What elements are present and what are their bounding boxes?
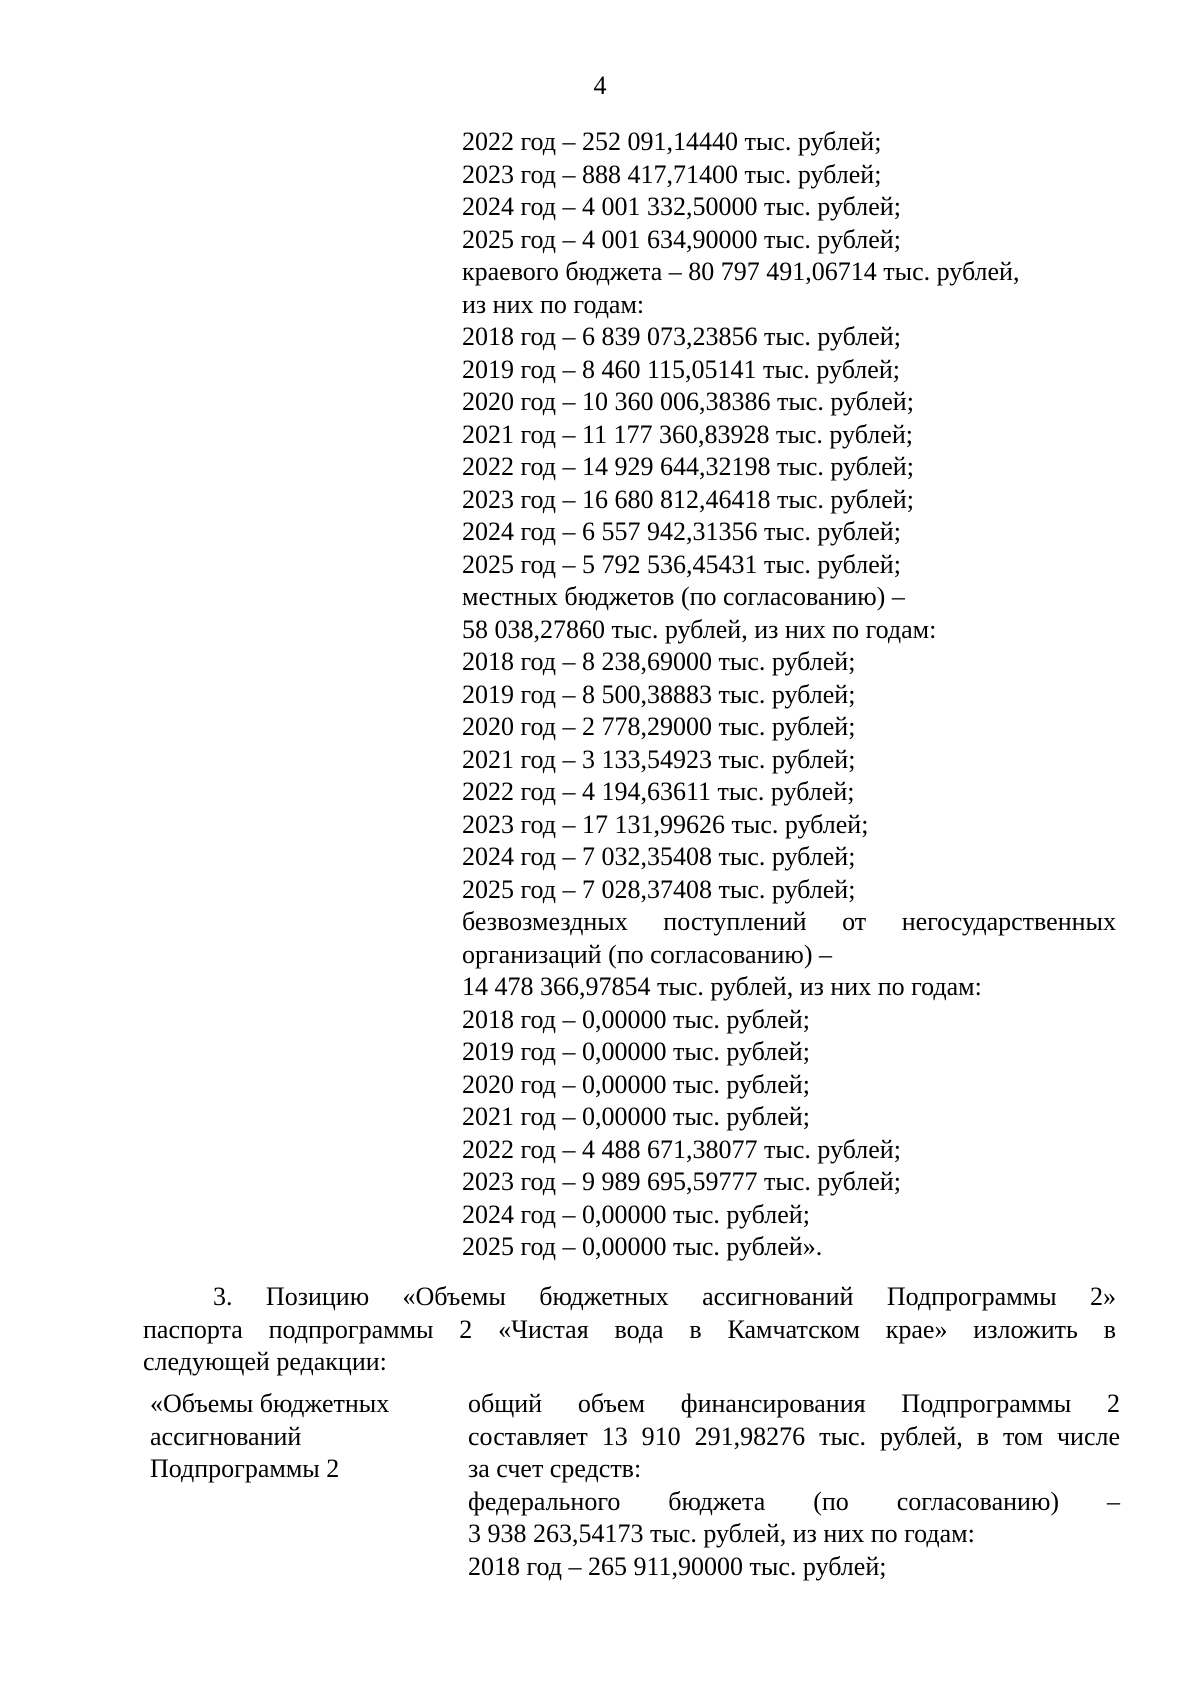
local-budgets-heading: местных бюджетов (по согласованию) – <box>462 582 905 611</box>
funding-line: 2018 год – 6 839 073,23856 тыс. рублей; <box>462 322 901 351</box>
funding-line: 2018 год – 0,00000 тыс. рублей; <box>462 1004 810 1034</box>
funding-line: 2023 год – 17 131,99626 тыс. рублей; <box>462 809 869 839</box>
funding-line: 2022 год – 4 488 671,38077 тыс. рублей; <box>462 1134 901 1164</box>
passport-value-line: 3 938 263,54173 тыс. рублей, из них по годам: <box>468 1519 975 1548</box>
page-number: 4 <box>593 71 607 100</box>
funding-line: организаций (по согласованию) – <box>462 939 832 969</box>
paragraph-line: паспорта подпрограммы 2 «Чистая вода в Камчатском крае» изложить в <box>143 1314 1116 1344</box>
passport-position-label <box>150 1388 450 1486</box>
local-budgets-total: 58 038,27860 тыс. рублей, из них по годам: <box>462 614 937 644</box>
non-state-receipts-total: 14 478 366,97854 тыс. рублей, из них по годам: <box>462 972 982 1001</box>
funding-line: 2023 год – 16 680 812,46418 тыс. рублей; <box>462 484 914 514</box>
passport-value-line: общий объем финансирования Подпрограммы 2 <box>468 1389 1120 1418</box>
funding-by-year-list <box>462 126 1116 1264</box>
passport-label-line: Подпрограммы 2 <box>150 1454 340 1483</box>
funding-line: 2024 год – 7 032,35408 тыс. рублей; <box>462 842 856 871</box>
amendment-paragraph-3 <box>143 1281 1116 1379</box>
funding-line: 2020 год – 2 778,29000 тыс. рублей; <box>462 712 856 741</box>
funding-line: 2025 год – 4 001 634,90000 тыс. рублей; <box>462 224 901 254</box>
funding-line: 2024 год – 6 557 942,31356 тыс. рублей; <box>462 517 901 546</box>
passport-position-value <box>468 1388 1120 1583</box>
funding-line: 2024 год – 0,00000 тыс. рублей; <box>462 1199 810 1229</box>
passport-label-line: ассигнований <box>150 1421 302 1451</box>
funding-line: 2020 год – 10 360 006,38386 тыс. рублей; <box>462 387 914 416</box>
funding-line: 2023 год – 888 417,71400 тыс. рублей; <box>462 159 882 189</box>
passport-value-line: 2018 год – 265 911,90000 тыс. рублей; <box>468 1551 887 1581</box>
funding-line: 2024 год – 4 001 332,50000 тыс. рублей; <box>462 192 901 221</box>
non-state-receipts-heading: безвозмездных поступлений от негосударственных <box>462 907 1116 936</box>
funding-line: 2023 год – 9 989 695,59777 тыс. рублей; <box>462 1167 901 1196</box>
funding-line: 2019 год – 8 460 115,05141 тыс. рублей; <box>462 354 900 384</box>
passport-value-line: составляет 13 910 291,98276 тыс. рублей, в том числе <box>468 1421 1120 1451</box>
funding-line: 2021 год – 11 177 360,83928 тыс. рублей; <box>462 419 913 449</box>
passport-value-line: за счет средств: <box>468 1454 642 1483</box>
paragraph-line: 3. Позицию «Объемы бюджетных ассигнований Подпрограммы 2» <box>213 1282 1116 1311</box>
funding-line: 2022 год – 252 091,14440 тыс. рублей; <box>462 127 882 156</box>
funding-line: 2025 год – 7 028,37408 тыс. рублей; <box>462 874 856 904</box>
funding-line: 2019 год – 8 500,38883 тыс. рублей; <box>462 679 856 709</box>
funding-line: из них по годам: <box>462 289 645 319</box>
funding-line: 2021 год – 3 133,54923 тыс. рублей; <box>462 744 856 774</box>
funding-line: 2021 год – 0,00000 тыс. рублей; <box>462 1102 810 1131</box>
funding-line: 2022 год – 14 929 644,32198 тыс. рублей; <box>462 452 914 481</box>
funding-line: 2018 год – 8 238,69000 тыс. рублей; <box>462 647 856 676</box>
funding-line: 2019 год – 0,00000 тыс. рублей; <box>462 1037 810 1066</box>
passport-label-line: «Объемы бюджетных <box>150 1389 390 1418</box>
passport-value-line: федерального бюджета (по согласованию) – <box>468 1486 1120 1516</box>
funding-line: 2025 год – 0,00000 тыс. рублей». <box>462 1232 823 1261</box>
funding-line: 2022 год – 4 194,63611 тыс. рублей; <box>462 777 855 806</box>
paragraph-line: следующей редакции: <box>143 1347 387 1376</box>
regional-budget-total: краевого бюджета – 80 797 491,06714 тыс. рублей, <box>462 257 1020 286</box>
funding-line: 2025 год – 5 792 536,45431 тыс. рублей; <box>462 549 901 579</box>
funding-line: 2020 год – 0,00000 тыс. рублей; <box>462 1069 810 1099</box>
